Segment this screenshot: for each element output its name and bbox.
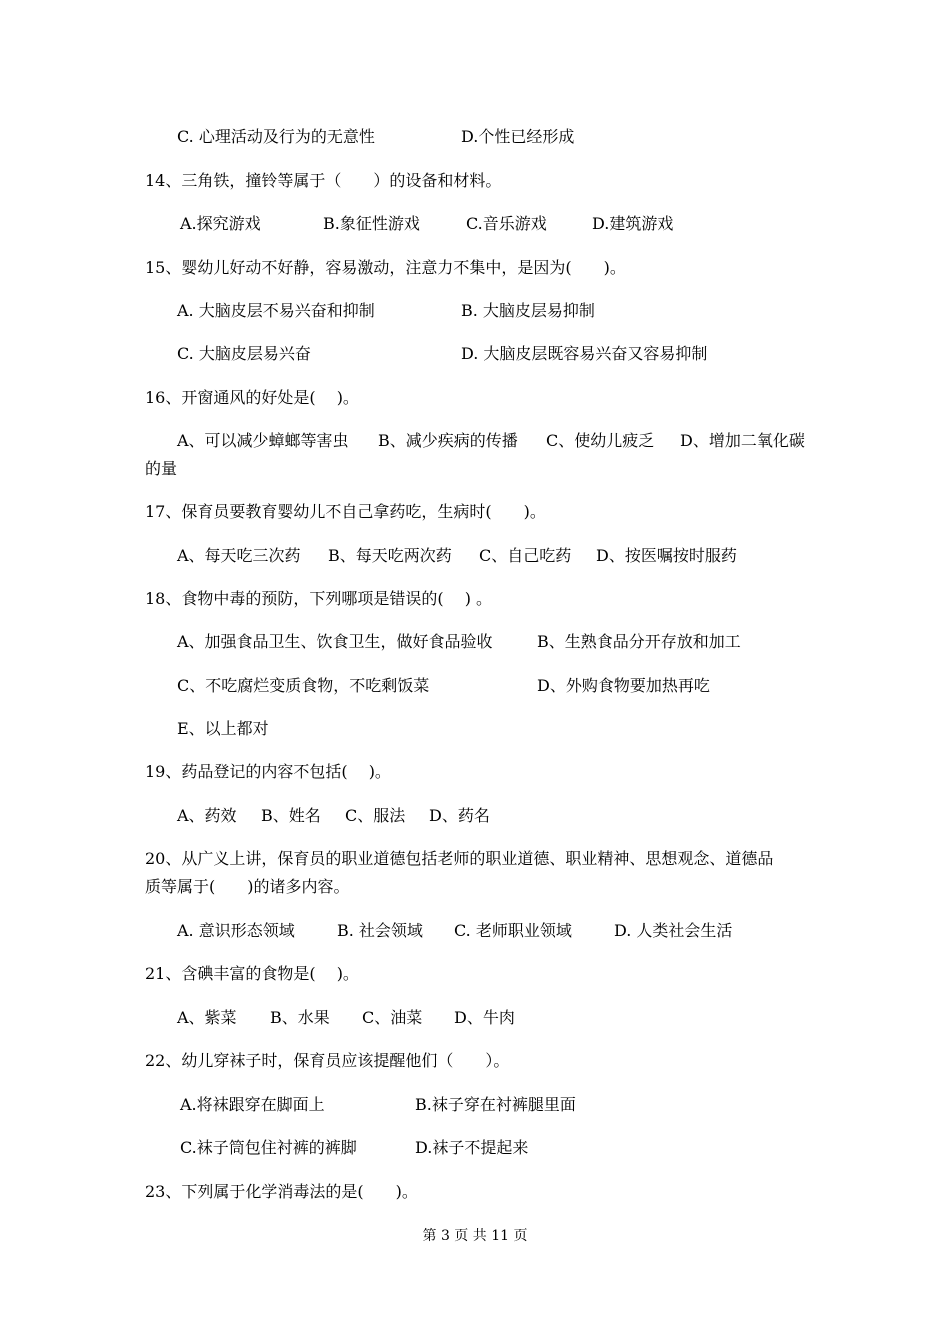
question-14: 14、三角铁，撞铃等属于（ ）的设备和材料。 [145, 171, 502, 190]
q14-option-c: C.音乐游戏 [466, 214, 547, 233]
q20-option-a: A. 意识形态领域 [177, 921, 295, 940]
q16-option-c: C、使幼儿疲乏 [546, 431, 655, 450]
q16-option-b: B、减少疾病的传播 [378, 431, 518, 450]
q13-option-c: C. 心理活动及行为的无意性 [177, 127, 375, 146]
q21-option-d: D、牛肉 [454, 1008, 515, 1027]
q13-option-d: D.个性已经形成 [461, 127, 575, 146]
q22-option-d: D.袜子不提起来 [415, 1138, 529, 1157]
q21-option-b: B、水果 [270, 1008, 330, 1027]
q16-option-d: D、增加二氧化碳 [680, 431, 805, 450]
q20-option-d: D. 人类社会生活 [614, 921, 733, 940]
question-21: 21、含碘丰富的食物是( )。 [145, 964, 359, 983]
q17-option-c: C、自己吃药 [479, 546, 572, 565]
q16-option-a: A、可以减少蟑螂等害虫 [177, 431, 349, 450]
q17-option-d: D、按医嘱按时服药 [596, 546, 737, 565]
q20-option-b: B. 社会领域 [337, 921, 423, 940]
question-20: 20、从广义上讲，保育员的职业道德包括老师的职业道德、职业精神、思想观念、道德品 [145, 849, 774, 868]
question-15: 15、婴幼儿好动不好静，容易激动，注意力不集中，是因为( )。 [145, 258, 626, 277]
q14-option-a: A.探究游戏 [180, 214, 261, 233]
q15-option-b: B. 大脑皮层易抑制 [461, 301, 595, 320]
q21-option-a: A、紫菜 [177, 1008, 237, 1027]
q19-option-a: A、药效 [177, 806, 237, 825]
q14-option-d: D.建筑游戏 [592, 214, 674, 233]
q14-option-b: B.象征性游戏 [323, 214, 420, 233]
q22-option-b: B.袜子穿在衬裤腿里面 [415, 1095, 576, 1114]
question-16: 16、开窗通风的好处是( )。 [145, 388, 359, 407]
q17-option-a: A、每天吃三次药 [177, 546, 301, 565]
q16-option-d-continued: 的量 [145, 459, 178, 478]
q15-option-c: C. 大脑皮层易兴奋 [177, 344, 311, 363]
question-22: 22、幼儿穿袜子时，保育员应该提醒他们（ ）。 [145, 1051, 510, 1070]
q18-option-c: C、不吃腐烂变质食物，不吃剩饭菜 [177, 676, 430, 695]
q18-option-a: A、加强食品卫生、饮食卫生，做好食品验收 [177, 632, 493, 651]
q19-option-d: D、药名 [429, 806, 490, 825]
question-23: 23、下列属于化学消毒法的是( )。 [145, 1182, 418, 1201]
q17-option-b: B、每天吃两次药 [328, 546, 452, 565]
q19-option-b: B、姓名 [261, 806, 321, 825]
page-footer: 第 3 页 共 11 页 [422, 1228, 528, 1244]
q18-option-b: B、生熟食品分开存放和加工 [537, 632, 741, 651]
question-19: 19、药品登记的内容不包括( )。 [145, 762, 391, 781]
q15-option-d: D. 大脑皮层既容易兴奋又容易抑制 [461, 344, 708, 363]
q18-option-d: D、外购食物要加热再吃 [537, 676, 710, 695]
q22-option-c: C.袜子筒包住衬裤的裤脚 [180, 1138, 357, 1157]
q15-option-a: A. 大脑皮层不易兴奋和抑制 [177, 301, 375, 320]
q18-option-e: E、以上都对 [177, 719, 269, 738]
q21-option-c: C、油菜 [362, 1008, 423, 1027]
question-17: 17、保育员要教育婴幼儿不自己拿药吃，生病时( )。 [145, 502, 546, 521]
q19-option-c: C、服法 [345, 806, 406, 825]
question-18: 18、食物中毒的预防，下列哪项是错误的( ) 。 [145, 589, 493, 608]
q20-option-c: C. 老师职业领域 [454, 921, 572, 940]
q22-option-a: A.将袜跟穿在脚面上 [180, 1095, 325, 1114]
question-20-continued: 质等属于( )的诸多内容。 [145, 877, 350, 896]
